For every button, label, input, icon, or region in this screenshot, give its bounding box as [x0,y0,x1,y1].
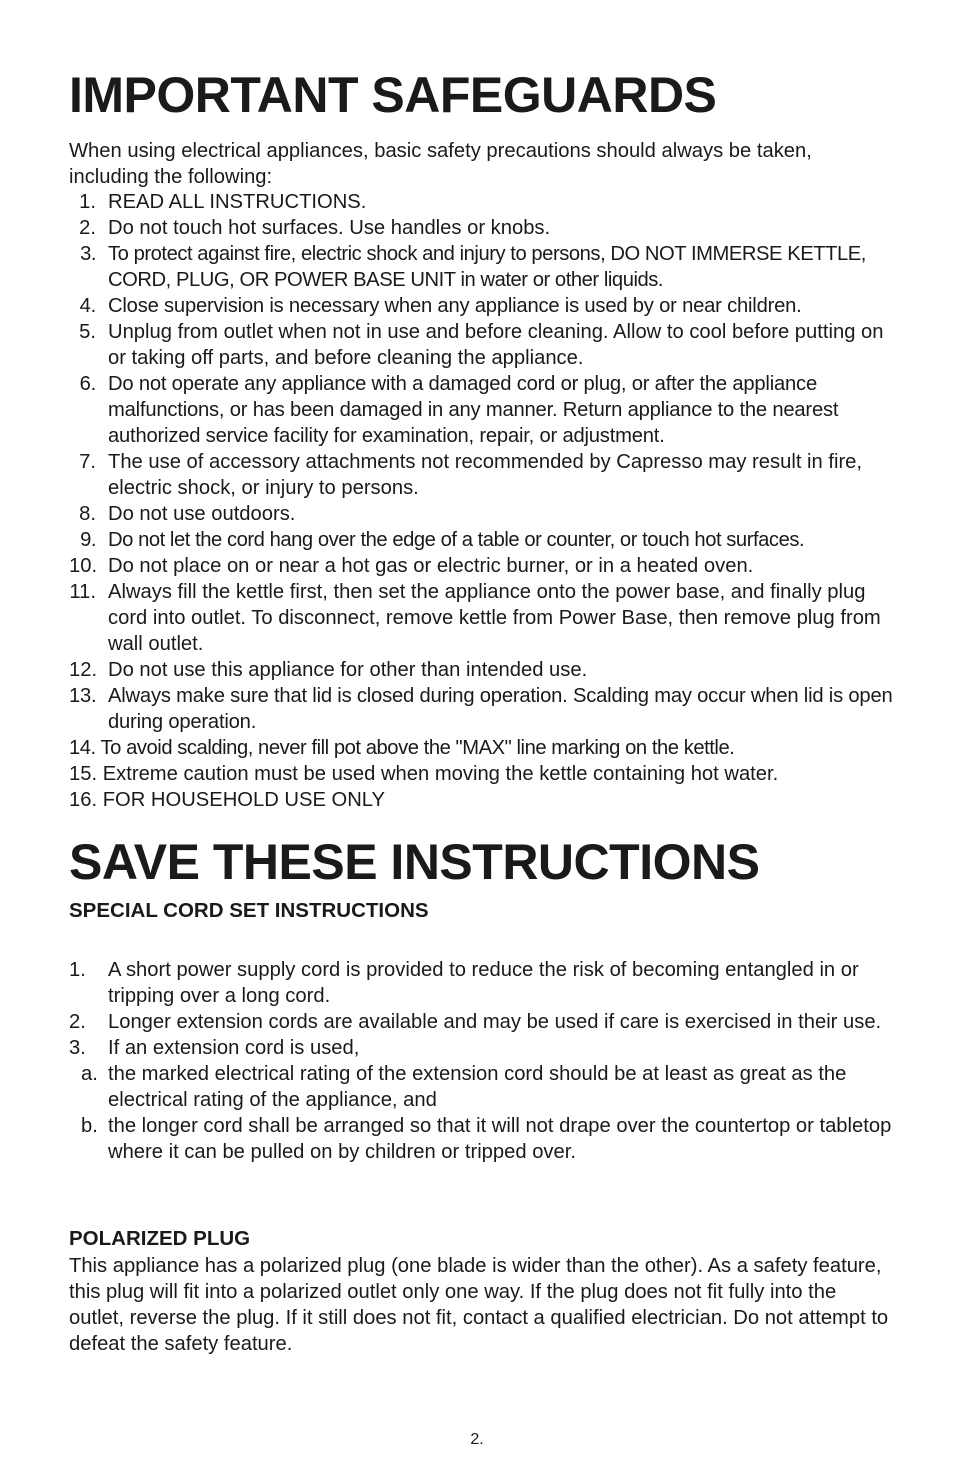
intro-paragraph: When using electrical appliances, basic safety precautions should always be taken, including the following: [69,140,812,188]
list-item [69,1009,899,1035]
list-item [69,553,899,579]
item-number: 10. [69,555,98,577]
item-text: Extreme caution must be used when moving the kettle containing hot water. [102,763,779,785]
item-number: 6. [79,373,96,395]
list-item [69,735,899,761]
item-text: Always fill the kettle first, then set the appliance onto the power base, and finally plug cord into outlet. To disconnect, remove kettle from Power Base, then remove plug from wall outlet. [108,581,881,655]
item-number: 1. [79,191,96,213]
list-item [69,319,899,371]
item-number: 7. [79,451,96,473]
item-number: 11. [69,581,96,603]
list-item [69,683,899,735]
item-letter: b. [81,1115,98,1137]
list-item [69,501,899,527]
item-number: 9. [80,529,96,551]
item-text: the marked electrical rating of the extension cord should be at least as great as the electrical rating of the appliance, and [108,1063,847,1111]
list-item [69,579,899,657]
list-item [69,189,899,215]
item-text: Close supervision is necessary when any appliance is used by or near children. [108,295,802,317]
cord-set-heading: SPECIAL CORD SET INSTRUCTIONS [69,899,429,922]
item-letter: a. [81,1063,98,1085]
item-number: 8. [79,503,96,525]
polarized-plug-paragraph: This appliance has a polarized plug (one blade is wider than the other). As a safety feature, this plug will fit into a polarized outlet only one way. If the plug does not fit fully into the outlet, reverse the plug. If it still does not fit, contact a qualified electrician. Do not attempt to defeat the safety feature. [69,1255,889,1355]
item-number: 2. [79,217,96,239]
item-text: Do not use this appliance for other than intended use. [108,659,588,681]
list-item [69,215,899,241]
manual-page [69,0,899,1475]
item-text: Do not operate any appliance with a damaged cord or plug, or after the appliance malfunctions, or has been damaged in any manner. Return appliance to the nearest authorized service facility for examination, repair, or adjustment. [108,373,839,447]
item-text: A short power supply cord is provided to reduce the risk of becoming entangled in or tripping over a long cord. [108,959,859,1007]
item-number: 14. [69,737,96,759]
important-safeguards-heading: IMPORTANT SAFEGUARDS [69,67,717,123]
item-number: 4. [79,295,96,317]
list-item [69,657,899,683]
list-item [69,449,899,501]
item-text: Longer extension cords are available and may be used if care is exercised in their use. [108,1011,882,1033]
polarized-plug-heading: POLARIZED PLUG [69,1227,251,1250]
item-text: Always make sure that lid is closed during operation. Scalding may occur when lid is open during operation. [108,685,893,733]
cord-set-list [69,957,899,1165]
item-number: 13. [69,685,97,707]
item-number: 1. [69,959,86,981]
item-number: 2. [69,1011,86,1033]
item-text: READ ALL INSTRUCTIONS. [108,191,367,213]
item-text: Do not touch hot surfaces. Use handles or knobs. [108,217,551,239]
item-number: 3. [80,243,96,265]
item-text: Unplug from outlet when not in use and before cleaning. Allow to cool before putting on or taking off parts, and before cleaning the appliance. [108,321,884,369]
item-number: 15. [69,763,98,785]
list-item [69,293,899,319]
item-text: Do not let the cord hang over the edge of a table or counter, or touch hot surfaces. [108,529,805,551]
list-item [69,761,899,787]
save-instructions-heading: SAVE THESE INSTRUCTIONS [69,834,760,890]
item-text: If an extension cord is used, [108,1037,360,1059]
item-text: the longer cord shall be arranged so that it will not drape over the countertop or tabletop where it can be pulled on by children or tripped over. [108,1115,892,1163]
list-item [69,527,899,553]
page-number: 2. [470,1431,484,1448]
list-item [69,241,899,293]
item-text: The use of accessory attachments not recommended by Capresso may result in fire, electric shock, or injury to persons. [108,451,863,499]
list-item [69,957,899,1009]
item-text: Do not place on or near a hot gas or electric burner, or in a heated oven. [108,555,754,577]
item-number: 16. [69,789,98,811]
list-item [69,1035,899,1061]
list-item [69,1113,899,1165]
safeguards-list [69,189,899,813]
item-text: FOR HOUSEHOLD USE ONLY [102,789,385,811]
list-item [69,371,899,449]
item-number: 5. [79,321,96,343]
item-number: 12. [69,659,98,681]
list-item [69,1061,899,1113]
item-text: To protect against fire, electric shock and injury to persons, DO NOT IMMERSE KETTLE, CORD, PLUG, OR POWER BASE UNIT in water or other liquids. [108,243,866,291]
item-text: To avoid scalding, never fill pot above the "MAX" line marking on the kettle. [100,737,735,759]
item-number: 3. [69,1037,86,1059]
item-text: Do not use outdoors. [108,503,296,525]
list-item [69,787,899,813]
